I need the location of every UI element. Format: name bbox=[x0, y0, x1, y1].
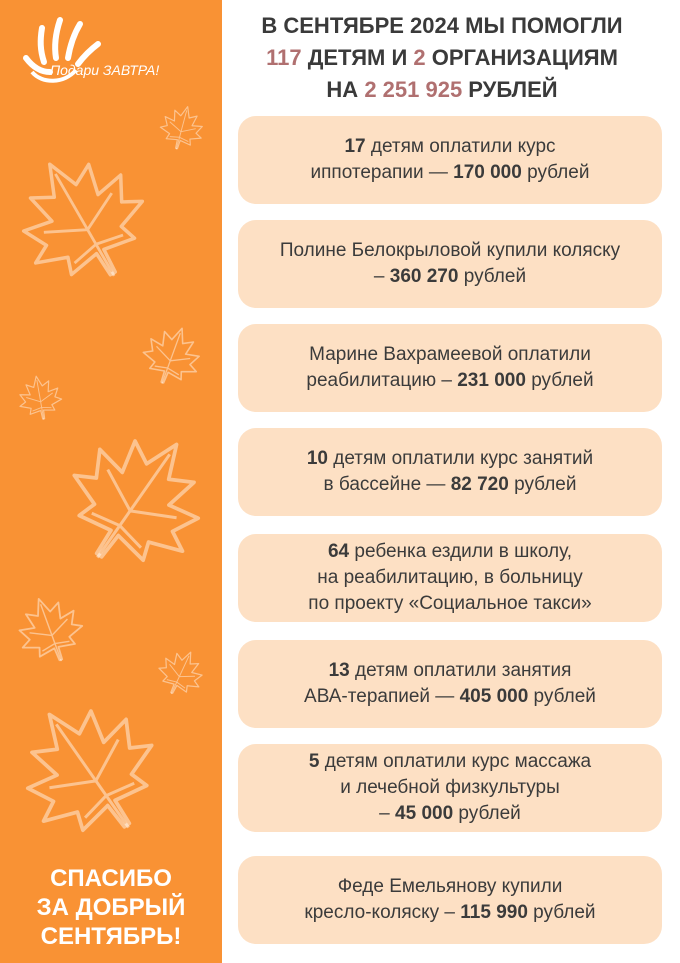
title-line-2: 117 ДЕТЯМ И 2 ОРГАНИЗАЦИЯМ bbox=[266, 45, 618, 70]
help-card-swimming-pool: 10 детям оплатили курс занятий в бассейне — 82 720 рублей bbox=[238, 428, 662, 516]
hand-logo-icon bbox=[14, 10, 184, 90]
help-card-rehab-marina: Марине Вахрамеевой оплатили реабилитацию – 231 000 рублей bbox=[238, 324, 662, 412]
total-amount: 2 251 925 bbox=[364, 77, 463, 102]
orgs-count: 2 bbox=[413, 45, 426, 70]
help-card-social-taxi: 64 ребенка ездили в школу, на реабилитацию, в больницу по проекту «Социальное такси» bbox=[238, 534, 662, 622]
maple-leaf-icon bbox=[0, 124, 178, 315]
maple-leaf-icon bbox=[131, 315, 213, 397]
maple-leaf-icon bbox=[12, 370, 68, 426]
maple-leaf-icon bbox=[4, 584, 96, 676]
help-card-wheelchair-polina: Полине Белокрыловой купили коляску – 360 270 рублей bbox=[238, 220, 662, 308]
help-card-aba-therapy: 13 детям оплатили занятия АВА-терапией — 405 000 рублей bbox=[238, 640, 662, 728]
help-card-hippotherapy: 17 детям оплатили курс иппотерапии — 170 000 рублей bbox=[238, 116, 662, 204]
logo-text: Подари ЗАВТРА! bbox=[50, 62, 160, 78]
maple-leaf-icon bbox=[153, 99, 212, 158]
title-line-1: В СЕНТЯБРЕ 2024 МЫ ПОМОГЛИ bbox=[261, 13, 623, 38]
title-line-3: НА 2 251 925 РУБЛЕЙ bbox=[326, 77, 558, 102]
maple-leaf-icon bbox=[0, 667, 193, 876]
maple-leaf-icon bbox=[148, 640, 214, 706]
thanks-message: СПАСИБО ЗА ДОБРЫЙ СЕНТЯБРЬ! bbox=[36, 865, 186, 950]
maple-leaf-icon bbox=[33, 397, 222, 606]
help-card-wheelchair-fedya: Феде Емельянову купили кресло-коляску – 115 990 рублей bbox=[238, 856, 662, 944]
page-title bbox=[232, 10, 652, 106]
sidebar-panel bbox=[0, 0, 222, 963]
help-card-massage: 5 детям оплатили курс массажа и лечебной физкультуры – 45 000 рублей bbox=[238, 744, 662, 832]
children-count: 117 bbox=[266, 45, 302, 70]
